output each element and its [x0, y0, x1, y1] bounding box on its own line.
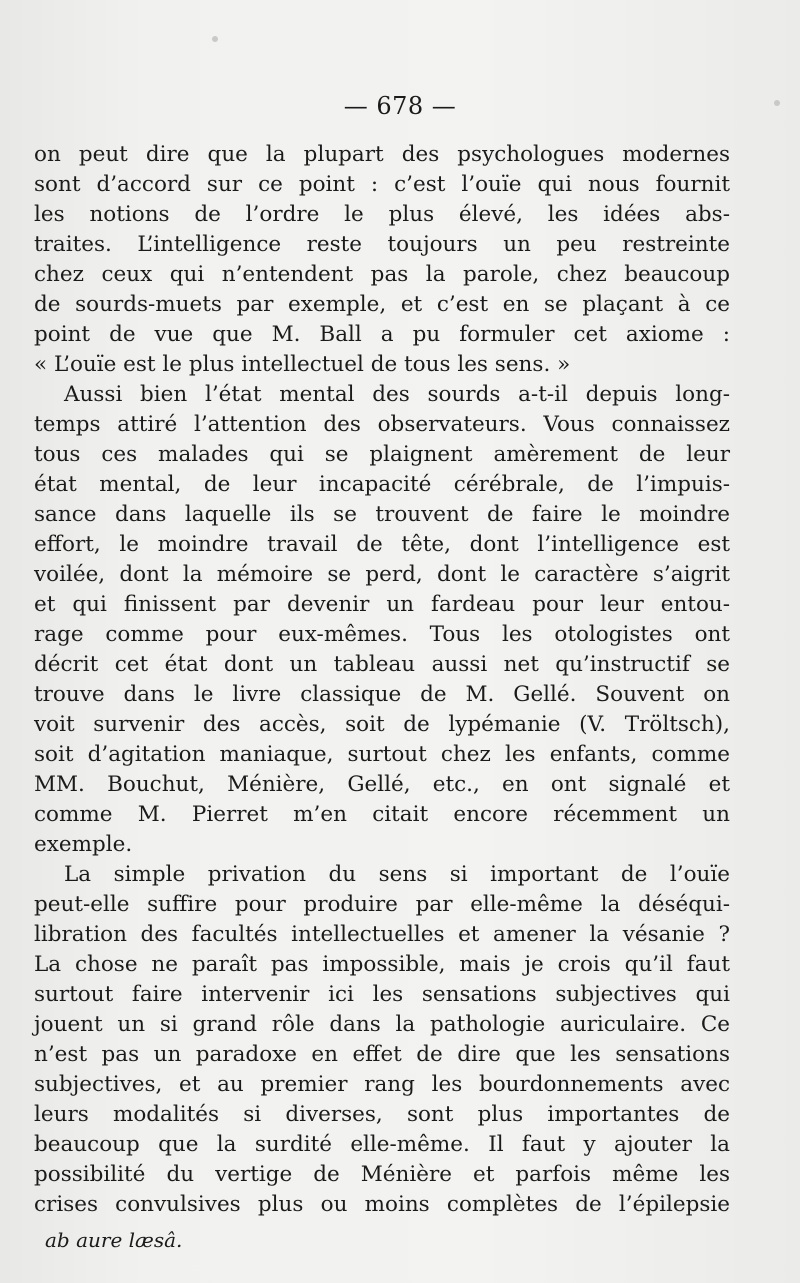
text-line: point de vue que M. Ball a pu formuler cet axiome :	[34, 322, 730, 347]
text-line: jouent un si grand rôle dans la pathologie auriculaire. Ce	[34, 1012, 730, 1037]
text-line: trouve dans le livre classique de M. Gellé. Souvent on	[34, 682, 730, 707]
text-line: temps attiré l’attention des observateurs. Vous connaissez	[34, 412, 730, 437]
text-line: La simple privation du sens si important de l’ouïe	[64, 862, 730, 887]
text-line: de sourds-muets par exemple, et c’est en se plaçant à ce	[34, 292, 730, 317]
text-line: comme M. Pierret m’en citait encore récemment un	[34, 802, 730, 827]
text-line: rage comme pour eux-mêmes. Tous les otologistes ont	[34, 622, 730, 647]
text-line: et qui finissent par devenir un fardeau pour leur entou-	[34, 592, 730, 617]
text-line: on peut dire que la plupart des psychologues modernes	[34, 142, 730, 167]
text-line: peut-elle suffire pour produire par elle-même la déséqui-	[34, 892, 730, 917]
text-line: leurs modalités si diverses, sont plus importantes de	[34, 1102, 730, 1127]
text-line: effort, le moindre travail de tête, dont l’intelligence est	[34, 532, 730, 557]
text-line: beaucoup que la surdité elle-même. Il faut y ajouter la	[34, 1132, 730, 1157]
text-line: les notions de l’ordre le plus élevé, les idées abs-	[34, 202, 730, 227]
text-line: libration des facultés intellectuelles et amener la vésanie ?	[34, 922, 730, 947]
text-line: soit d’agitation maniaque, surtout chez les enfants, comme	[34, 742, 730, 767]
text-line: traites. L’intelligence reste toujours un peu restreinte	[34, 232, 730, 257]
text-line: surtout faire intervenir ici les sensations subjectives qui	[34, 982, 730, 1007]
page-number: — 678 —	[343, 92, 457, 120]
text-line: exemple.	[34, 832, 133, 857]
text-line: voilée, dont la mémoire se perd, dont le caractère s’aigrit	[34, 562, 730, 587]
text-line: possibilité du vertige de Ménière et parfois même les	[34, 1162, 730, 1187]
text-line: chez ceux qui n’entendent pas la parole, chez beaucoup	[34, 262, 730, 287]
text-line: décrit cet état dont un tableau aussi net qu’instructif se	[34, 652, 730, 677]
text-line: La chose ne paraît pas impossible, mais je crois qu’il faut	[34, 952, 730, 977]
text-line: subjectives, et au premier rang les bourdonnements avec	[34, 1072, 730, 1097]
text-line: état mental, de leur incapacité cérébrale, de l’impuis-	[34, 472, 730, 497]
print-speck	[212, 36, 218, 42]
text-line: « L’ouïe est le plus intellectuel de tous les sens. »	[34, 352, 571, 377]
text-line: n’est pas un paradoxe en effet de dire que les sensations	[34, 1042, 730, 1067]
text-line: MM. Bouchut, Ménière, Gellé, etc., en ont signalé et	[34, 772, 730, 797]
text-line: crises convulsives plus ou moins complètes de l’épilepsie	[34, 1192, 730, 1217]
text-line: Aussi bien l’état mental des sourds a-t-il depuis long-	[64, 382, 730, 407]
text-line: voit survenir des accès, soit de lypémanie (V. Tröltsch),	[34, 712, 730, 737]
text-line: tous ces malades qui se plaignent amèrement de leur	[34, 442, 730, 467]
footer-line: ab aure læsâ.	[45, 1228, 183, 1252]
body-text	[34, 140, 730, 1220]
text-line: sont d’accord sur ce point : c’est l’ouïe qui nous fournit	[34, 172, 730, 197]
text-line: sance dans laquelle ils se trouvent de faire le moindre	[34, 502, 730, 527]
